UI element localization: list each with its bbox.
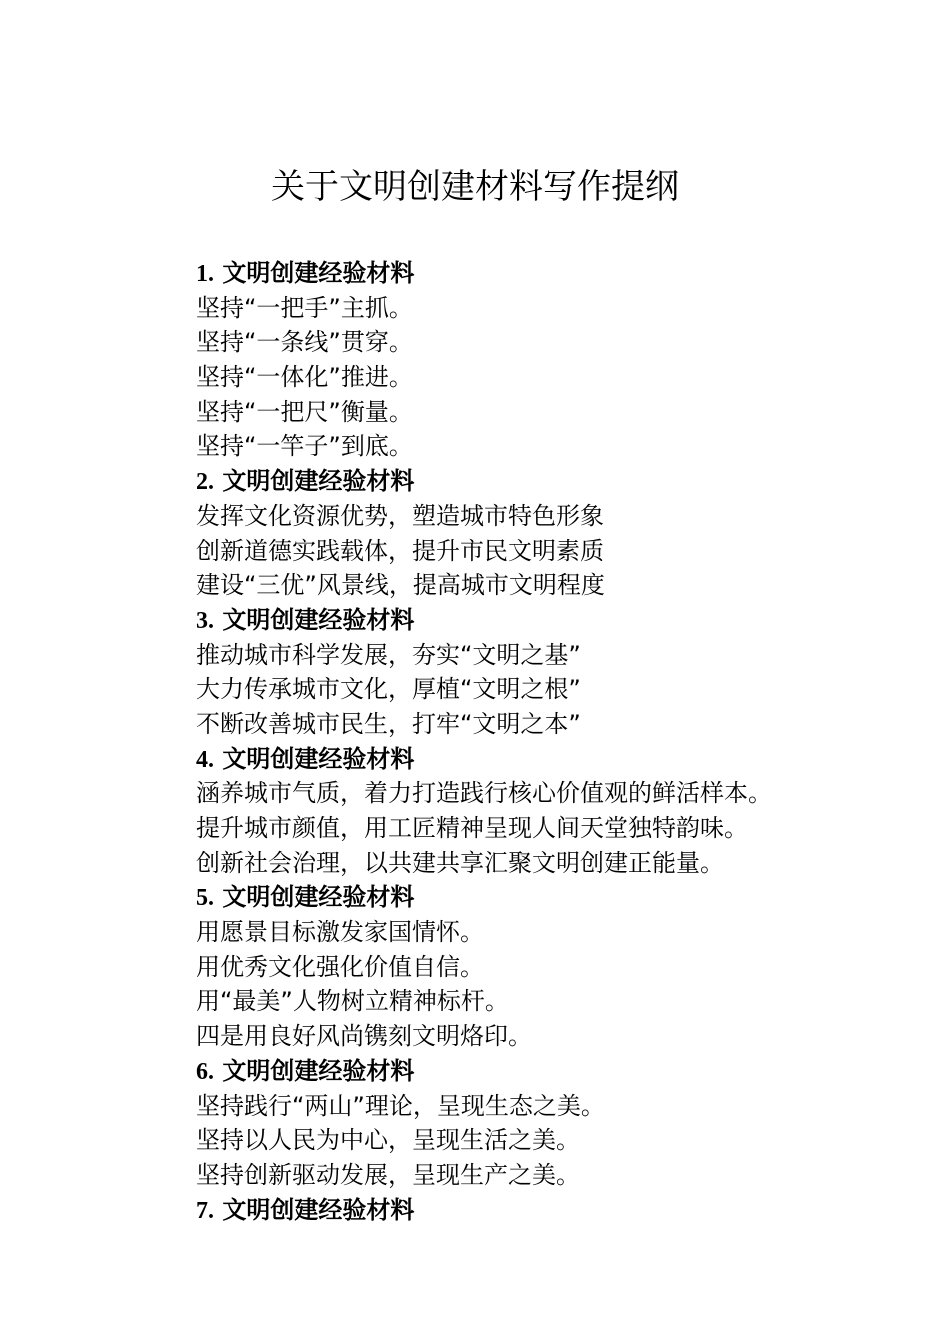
outline-line: 坚持“一体化”推进。 <box>196 363 413 392</box>
outline-line: 不断改善城市民生，打牢“文明之本” <box>196 709 581 738</box>
section-number: 1. <box>196 261 214 287</box>
section-title: 文明创建经验材料 <box>222 467 415 496</box>
section-2 <box>196 464 916 603</box>
section-heading <box>196 256 916 291</box>
section-title: 文明创建经验材料 <box>222 883 415 912</box>
outline-line: 坚持以人民为中心，呈现生活之美。 <box>196 1126 580 1155</box>
outline-line: 提升城市颜值，用工匠精神呈现人间天堂独特韵味。 <box>196 814 748 842</box>
outline-line: 发挥文化资源优势，塑造城市特色形象 <box>196 501 604 530</box>
section-number: 7. <box>196 1197 214 1224</box>
section-1 <box>196 256 916 464</box>
outline-content <box>196 256 916 1227</box>
section-number: 4. <box>196 746 214 773</box>
outline-line: 涵养城市气质，着力打造践行核心价值观的鲜活样本。 <box>196 779 772 808</box>
outline-line: 用优秀文化强化价值自信。 <box>196 952 484 981</box>
outline-line: 坚持“一条线”贯穿。 <box>196 328 413 357</box>
outline-line: 坚持践行“两山”理论，呈现生态之美。 <box>196 1091 605 1120</box>
section-4 <box>196 742 916 881</box>
outline-line: 坚持“一把尺”衡量。 <box>196 397 413 426</box>
section-title: 文明创建经验材料 <box>222 1056 415 1085</box>
outline-line: 用愿景目标激发家国情怀。 <box>196 918 484 947</box>
outline-line: 四是用良好风尚镌刻文明烙印。 <box>196 1022 532 1051</box>
outline-line: 推动城市科学发展，夯实“文明之基” <box>196 640 581 669</box>
document-title: 关于文明创建材料写作提纲 <box>271 167 679 207</box>
outline-line: 创新社会治理，以共建共享汇聚文明创建正能量。 <box>196 848 724 877</box>
section-number: 6. <box>196 1058 214 1085</box>
outline-line: 大力传承城市文化，厚植“文明之根” <box>196 675 581 704</box>
outline-line: 坚持创新驱动发展，呈现生产之美。 <box>196 1160 580 1189</box>
outline-line: 坚持“一把手”主抓。 <box>196 293 413 322</box>
section-7 <box>196 1193 916 1228</box>
section-title: 文明创建经验材料 <box>222 605 415 634</box>
section-6 <box>196 1054 916 1193</box>
section-heading <box>196 880 916 915</box>
section-heading <box>196 603 916 638</box>
section-number: 2. <box>196 469 214 496</box>
section-heading <box>196 1054 916 1089</box>
section-heading <box>196 464 916 499</box>
outline-line: 坚持“一竿子”到底。 <box>196 432 413 461</box>
outline-line: 用“最美”人物树立精神标杆。 <box>196 987 509 1016</box>
section-5 <box>196 880 916 1053</box>
section-heading <box>196 742 916 777</box>
section-number: 5. <box>196 885 214 912</box>
section-title: 文明创建经验材料 <box>222 259 415 287</box>
section-3 <box>196 603 916 742</box>
outline-line: 创新道德实践载体，提升市民文明素质 <box>196 536 604 565</box>
section-title: 文明创建经验材料 <box>222 744 415 773</box>
outline-line: 建设“三优”风景线，提高城市文明程度 <box>196 571 605 600</box>
section-heading <box>196 1193 916 1228</box>
section-title: 文明创建经验材料 <box>222 1195 415 1224</box>
section-number: 3. <box>196 607 214 634</box>
